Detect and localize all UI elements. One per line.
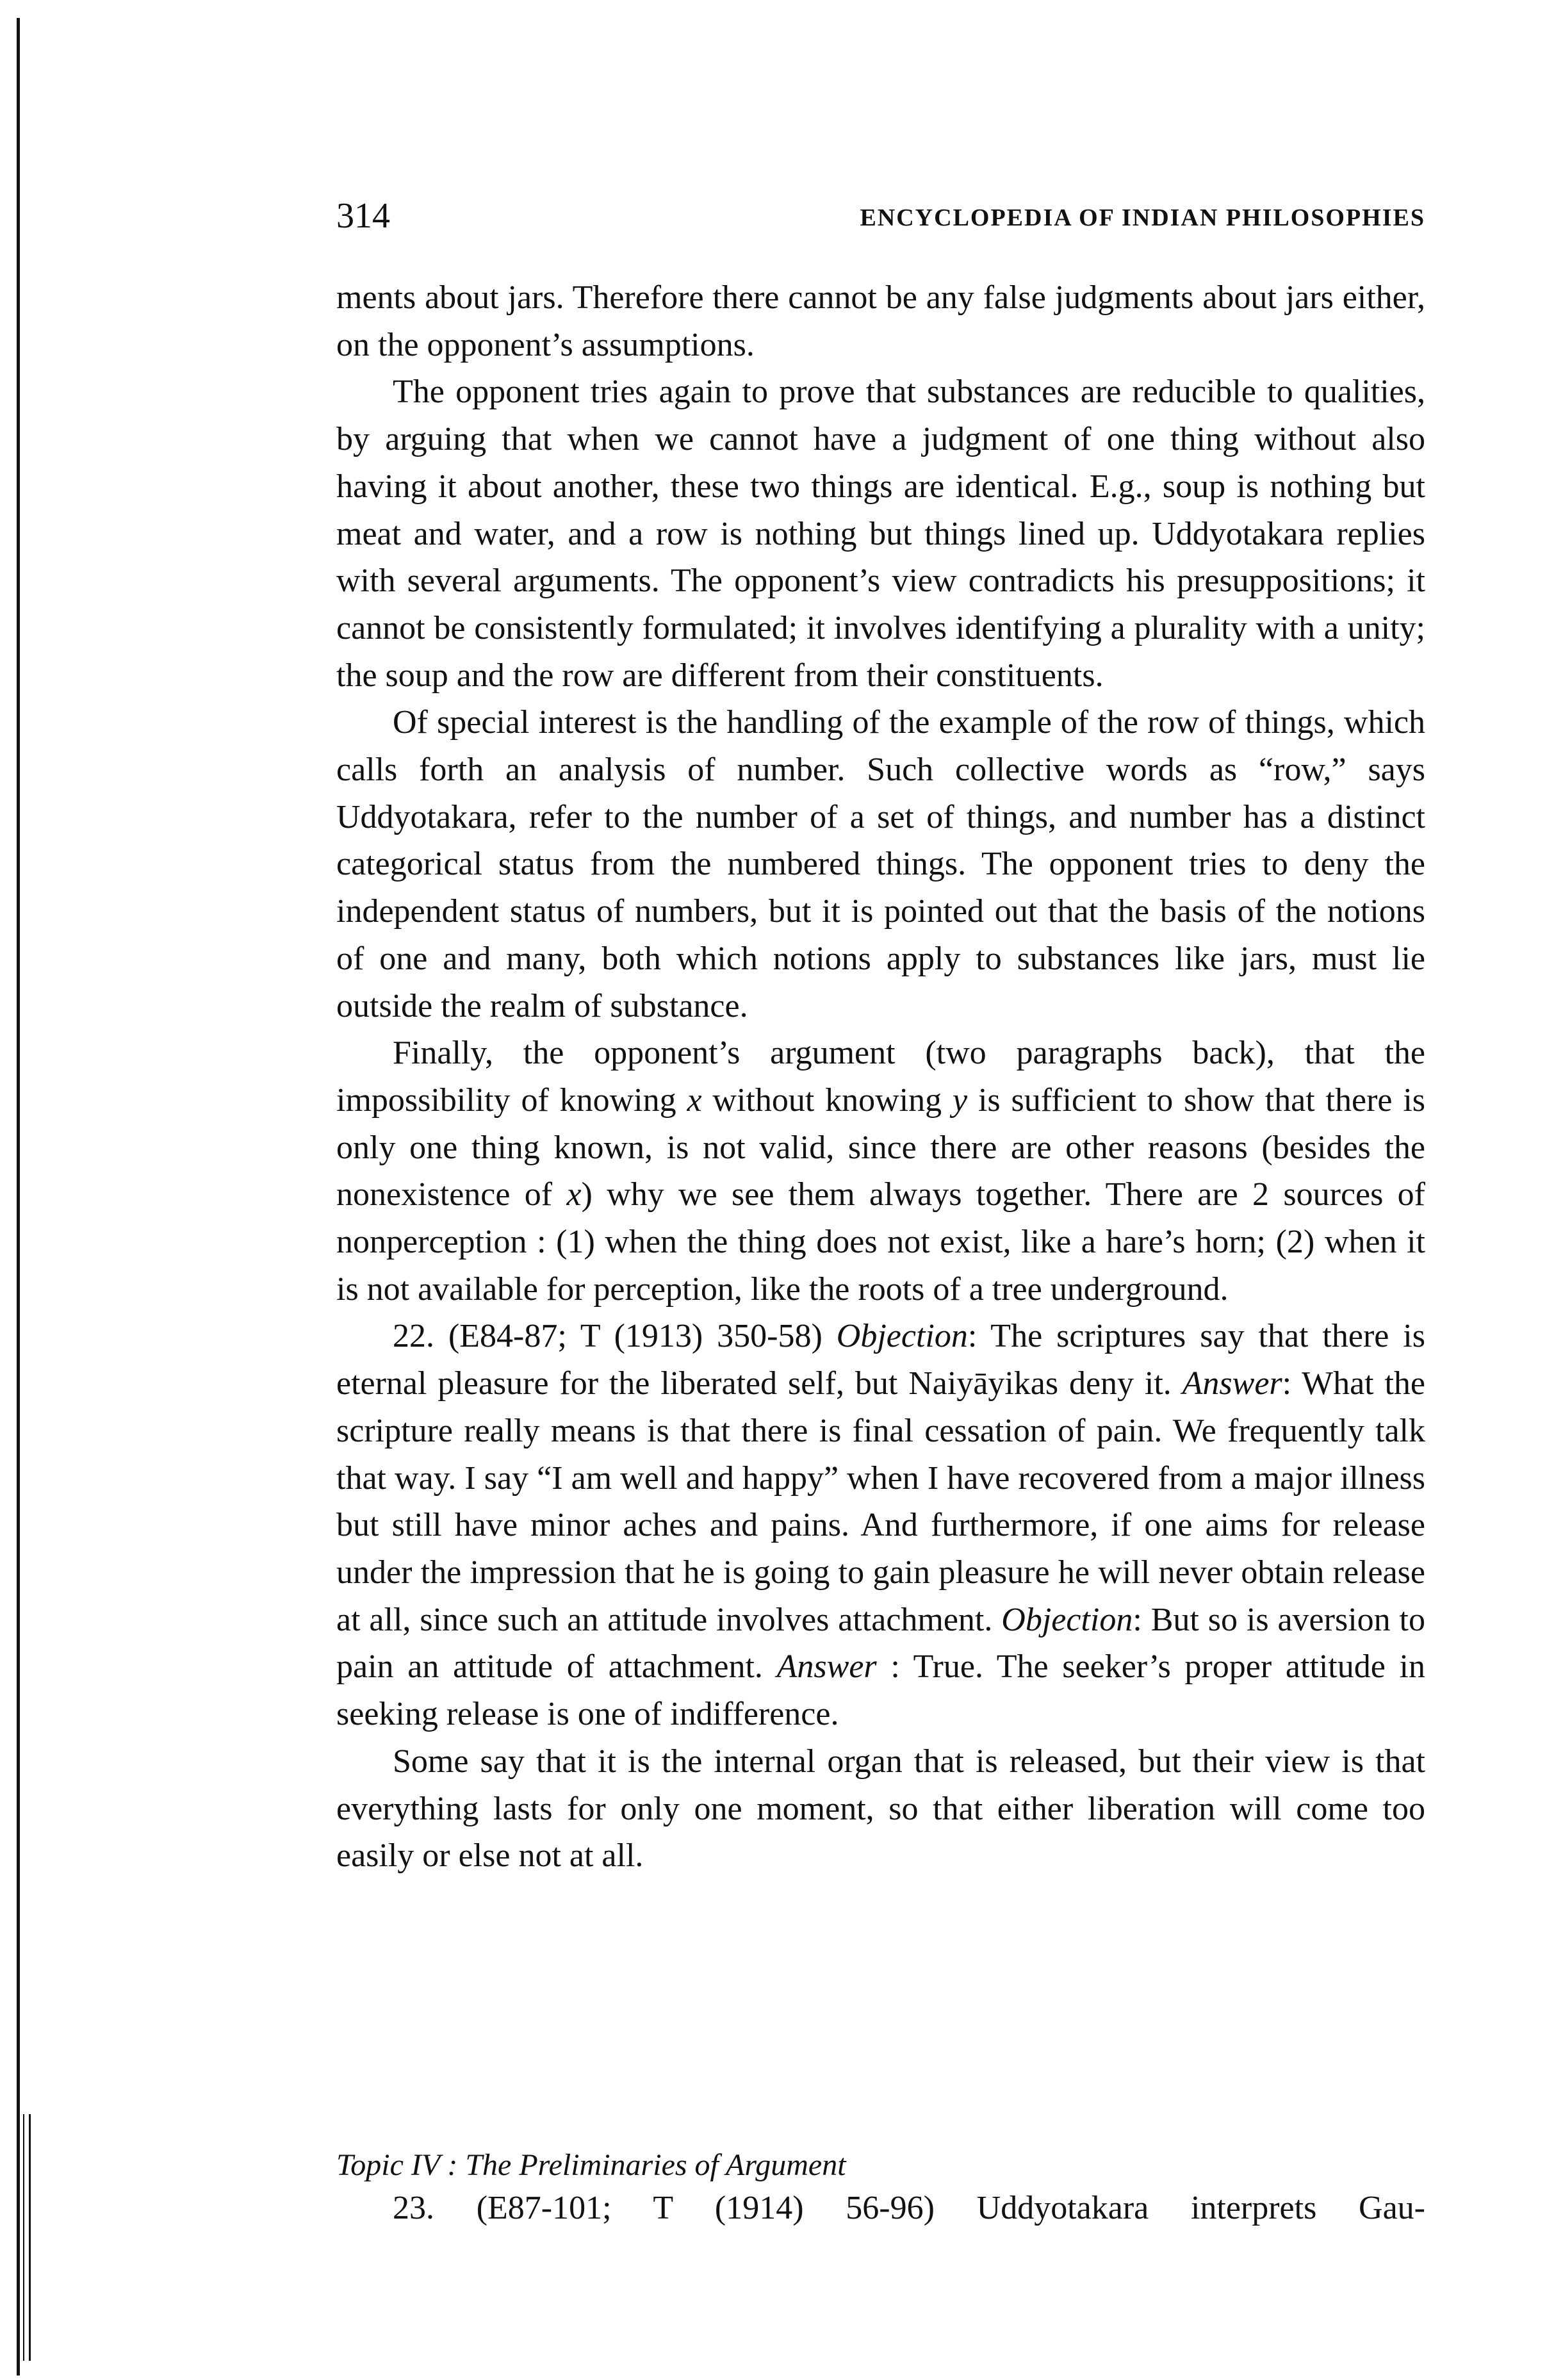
text-run: : True. The seeker’s proper attitude in seeking release is one of indifference. — [336, 1648, 1426, 1733]
text-run: is sufficient to show that there is only one thing known, is not valid, since there are other reasons (besides the nonexistence of — [336, 1081, 1426, 1213]
text-run: Finally, the opponent’s argument (two paragraphs back), that the impossibility of knowing — [336, 1035, 1425, 1119]
italic-term: Objection — [836, 1318, 968, 1355]
scan-binding-edge — [17, 18, 20, 2376]
running-head — [336, 197, 1425, 235]
text-run: ments about jars. Therefore there cannot be any false judgments about jars either, on the opponent’s assumptions. — [336, 279, 1425, 363]
text-run: without knowing — [701, 1081, 953, 1119]
scan-binding-edge — [29, 2114, 31, 2361]
paragraph — [336, 368, 1425, 699]
italic-term: Answer — [1182, 1365, 1282, 1402]
text-run: The opponent tries again to prove that substances are reducible to qualities, by arguing that when we cannot have a judgment of one thing without also having it about another, these two things are identical. E.g., soup is nothing but meat and water, and a row is nothing but things lined up. Uddyotakara replies with several arguments. The opponent’s view contradicts his presuppositions; it cannot be consistently formulated; it involves identifying a plurality with a unity; the soup and the row are different from their constituents. — [336, 373, 1425, 694]
body-text — [336, 274, 1425, 1880]
italic-term: x — [566, 1176, 582, 1213]
paragraph — [336, 699, 1425, 1030]
page-number: 314 — [336, 196, 390, 236]
paragraph — [336, 1030, 1425, 1313]
italic-term: y — [953, 1081, 968, 1119]
paragraph-continuing: 23. (E87-101; T (1914) 56-96) Uddyotakara interprets Gau- — [393, 2190, 1425, 2226]
text-run: Some say that it is the internal organ that is released, but their view is that everything lasts for only one moment, so that either liberation will come too easily or else not at all. — [336, 1743, 1425, 1875]
paragraph — [336, 274, 1425, 368]
paragraph — [336, 1313, 1425, 1737]
paragraph — [336, 1738, 1425, 1880]
running-title: ENCYCLOPEDIA OF INDIAN PHILOSOPHIES — [860, 204, 1425, 231]
italic-term: Objection — [1001, 1601, 1133, 1638]
text-run: : The scriptures say that there is eternal pleasure for the liberated self, but Naiyāyikas deny it. — [336, 1318, 1425, 1402]
text-run: : What the scripture really means is that there is final cessation of pain. We frequently talk that way. I say “I am well and happy” when I have recovered from a major illness but still have minor aches and pains. And furthermore, if one aims for release under the impression that he is going to gain pleasure he will never obtain release at all, since such an attitude involves attachment. — [336, 1365, 1425, 1638]
scan-binding-edge — [23, 2114, 24, 2361]
italic-term: Answer — [776, 1648, 877, 1686]
text-run: : But so is aversion to pain an attitude of attachment. — [336, 1601, 1425, 1686]
italic-term: x — [687, 1081, 702, 1119]
text-run: 22. (E84-87; T (1913) 350-58) — [393, 1318, 837, 1355]
section-heading: Topic IV : The Preliminaries of Argument — [336, 2148, 846, 2182]
text-run: Of special interest is the handling of the example of the row of things, which calls forth an analysis of number. Such collective words as “row,” says Uddyotakara, refer to the number of a set of things, and number has a distinct categorical status from the numbered things. The opponent tries to deny the independent status of numbers, but it is pointed out that the basis of the notions of one and many, both which notions apply to substances like jars, must lie outside the realm of substance. — [336, 704, 1425, 1024]
text-run: ) why we see them always together. There are 2 sources of nonperception : (1) when the thing does not exist, like a hare’s horn; (2) when it is not available for perception, like the roots of a tree underground. — [336, 1176, 1425, 1308]
